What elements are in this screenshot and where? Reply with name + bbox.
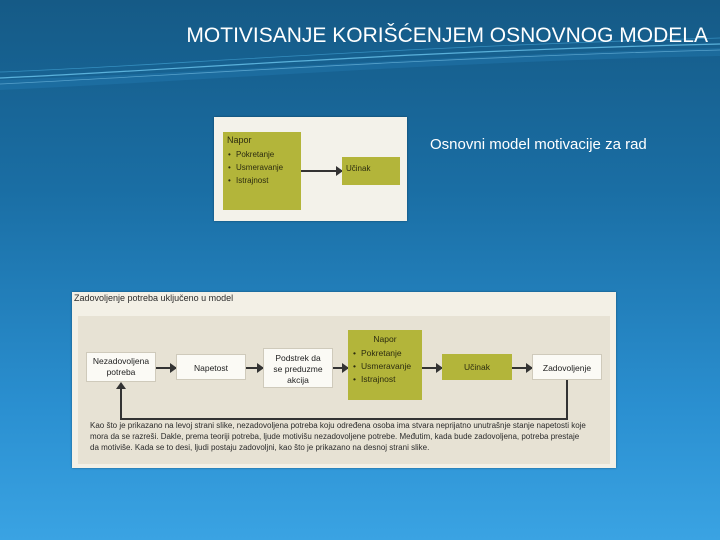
arrow-up-icon bbox=[116, 382, 126, 389]
performance-box: Učinak bbox=[442, 354, 512, 380]
arrow-right-icon bbox=[156, 367, 176, 369]
effort-list bbox=[352, 347, 418, 386]
satisfaction-box: Zadovoljenje bbox=[532, 354, 602, 380]
figure-caption: Osnovni model motivacije za rad bbox=[430, 136, 647, 153]
feedback-line bbox=[566, 380, 568, 420]
arrow-right-icon bbox=[422, 367, 442, 369]
effort-box bbox=[223, 132, 301, 210]
effort-title: Napor bbox=[373, 334, 397, 344]
effort-title: Napor bbox=[227, 135, 252, 145]
effort-item: • Usmeravanje bbox=[361, 360, 418, 373]
effort-item: • Pokretanje bbox=[236, 148, 297, 161]
arrow-right-icon bbox=[333, 367, 348, 369]
effort-item: • Usmeravanje bbox=[236, 161, 297, 174]
needs-model-figure bbox=[72, 292, 616, 468]
drive-box: Podstrek da se preduzme akcija bbox=[263, 348, 333, 388]
feedback-line bbox=[120, 388, 122, 420]
figure-explanation-text: Kao što je prikazano na levoj strani slike, nezadovoljena potreba koju određena osoba ima stvara neprijatno unutrašnje stanje napetosti koje mora da se razreši. Dakle, prema teoriji potreba, ljude motivišu nezadovoljene potrebe. Međutim, kada bude zadovoljena, potreba prestaje da motiviše. Kada se to desi, ljudi postaju zadovoljni, kao što je prikazano na desnoj strani slike. bbox=[90, 421, 586, 452]
unmet-need-box: Nezadovoljena potreba bbox=[86, 352, 156, 382]
tension-box: Napetost bbox=[176, 354, 246, 380]
effort-item: • Pokretanje bbox=[361, 347, 418, 360]
figure-header: Zadovoljenje potreba uključeno u model bbox=[74, 293, 234, 303]
arrow-right-icon bbox=[246, 367, 263, 369]
arrow-right-icon bbox=[512, 367, 532, 369]
effort-item: • Istrajnost bbox=[236, 174, 297, 187]
effort-item: • Istrajnost bbox=[361, 373, 418, 386]
performance-box: Učinak bbox=[342, 157, 400, 185]
slide-title: MOTIVISANJE KORIŠĆENJEM OSNOVNOG MODELA bbox=[186, 24, 708, 47]
effort-box bbox=[348, 330, 422, 400]
effort-list bbox=[227, 148, 297, 187]
basic-model-figure bbox=[214, 117, 407, 221]
arrow-right-icon bbox=[301, 170, 342, 172]
